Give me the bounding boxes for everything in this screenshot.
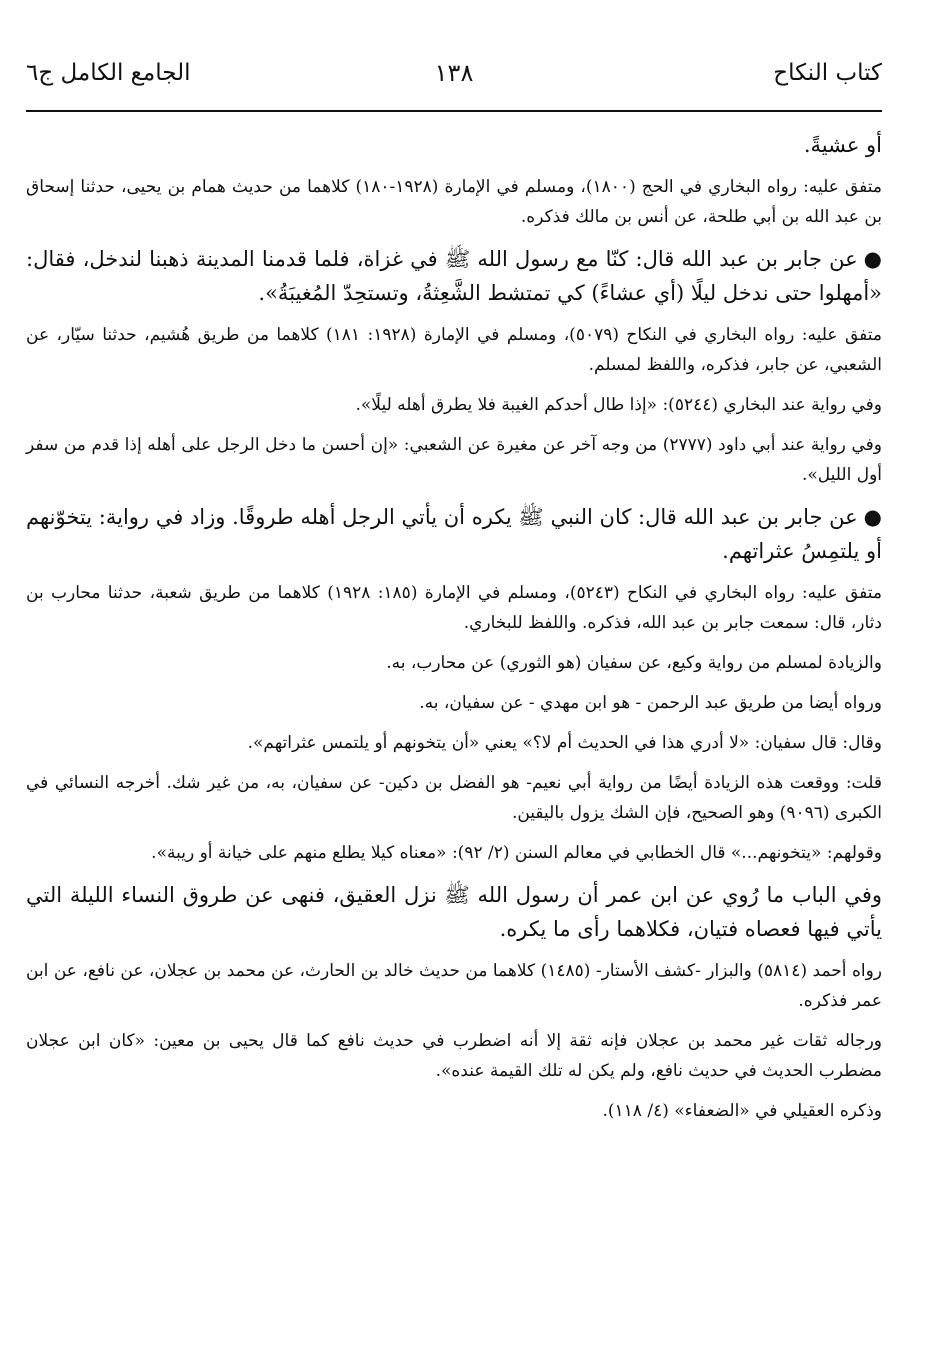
running-header	[26, 56, 882, 96]
commentary-note: وذكره العقيلي في «الضعفاء» (٤/ ١١٨).	[602, 1101, 882, 1121]
page-number: ١٣٨	[434, 59, 474, 87]
bullet-icon: ●	[863, 247, 882, 271]
book-title: كتاب النكاح	[773, 60, 882, 86]
text-paragraph: أو عشيةً.	[803, 133, 882, 157]
takhrij-note: متفق عليه: رواه البخاري في النكاح (٥٢٤٣)، ومسلم في الإمارة (١٨٥: ١٩٢٨) كلاهما من طريق شعبة، حدثنا محارب بن دثار، قال: سمعت جابر بن عبد الله، فذكره. واللفظ للبخاري.	[26, 583, 882, 633]
takhrij-note: والزيادة لمسلم من رواية وكيع، عن سفيان (هو الثوري) عن محارب، به.	[386, 653, 882, 673]
commentary-note: ورجاله ثقات غير محمد بن عجلان فإنه ثقة إلا أنه اضطرب في حديث نافع كما قال يحيى بن معين: «كان ابن عجلان مضطرب الحديث في حديث نافع، ولم يكن له تلك القيمة عنده».	[26, 1031, 882, 1081]
volume-title: الجامع الكامل ج٦	[26, 60, 191, 86]
takhrij-note: وفي رواية عند أبي داود (٢٧٧٧) من وجه آخر عن مغيرة عن الشعبي: «إن أحسن ما دخل الرجل على أهله إذا قدم من سفر أول الليل».	[26, 435, 882, 485]
header-rule	[26, 110, 882, 112]
commentary-note: قلت: ووقعت هذه الزيادة أيضًا من رواية أبي نعيم- هو الفضل بن دكين- عن سفيان، به، من غير شك. أخرجه النسائي في الكبرى (٩٠٩٦) وهو الصحيح، فإن الشك يزول باليقين.	[26, 773, 882, 823]
takhrij-note: وفي رواية عند البخاري (٥٢٤٤): «إذا طال أحدكم الغيبة فلا يطرق أهله ليلًا».	[355, 395, 882, 415]
takhrij-note: متفق عليه: رواه البخاري في الحج (١٨٠٠)، ومسلم في الإمارة (١٩٢٨-١٨٠) كلاهما من حديث همام بن يحيى، حدثنا إسحاق بن عبد الله بن أبي طلحة، عن أنس بن مالك فذكره.	[26, 177, 883, 227]
bullet-icon: ●	[863, 505, 882, 529]
text-paragraph: وفي الباب ما رُوي عن ابن عمر أن رسول الله ﷺ نزل العقيق، فنهى عن طروق النساء الليلة التي يأتي فيها فعصاه فتيان، فكلاهما رأى ما يكره.	[26, 883, 882, 941]
hadith-paragraph: ●عن جابر بن عبد الله قال: كنّا مع رسول الله ﷺ في غزاة، فلما قدمنا المدينة ذهبنا لندخل، فقال: «أمهلوا حتى ندخل ليلًا (أي عشاءً) كي تمتشط الشَّعِثةُ، وتستحِدّ المُغيبَةُ».	[26, 238, 882, 316]
takhrij-note: ورواه أيضا من طريق عبد الرحمن - هو ابن مهدي - عن سفيان، به.	[419, 693, 882, 713]
takhrij-note: وقال: قال سفيان: «لا أدري هذا في الحديث أم لا؟» يعني «أن يتخونهم أو يلتمس عثراتهم».	[247, 733, 882, 753]
takhrij-note: متفق عليه: رواه البخاري في النكاح (٥٠٧٩)، ومسلم في الإمارة (١٩٢٨: ١٨١) كلاهما من طريق هُشيم، حدثنا سيّار، عن الشعبي، عن جابر، فذكره، واللفظ لمسلم.	[26, 325, 883, 375]
page-body	[26, 124, 882, 1132]
hadith-paragraph: ●عن جابر بن عبد الله قال: كان النبي ﷺ يكره أن يأتي الرجل أهله طروقًا. وزاد في رواية: يتخوّنهم أو يلتمِسُ عثراتهم.	[26, 496, 882, 574]
commentary-note: وقولهم: «يتخونهم...» قال الخطابي في معالم السنن (٢/ ٩٢): «معناه كيلا يطلع منهم على خيانة أو ريبة».	[151, 843, 882, 863]
takhrij-note: رواه أحمد (٥٨١٤) والبزار -كشف الأستار- (١٤٨٥) كلاهما من حديث خالد بن الحارث، عن محمد بن عجلان، عن نافع، عن ابن عمر فذكره.	[26, 961, 883, 1011]
